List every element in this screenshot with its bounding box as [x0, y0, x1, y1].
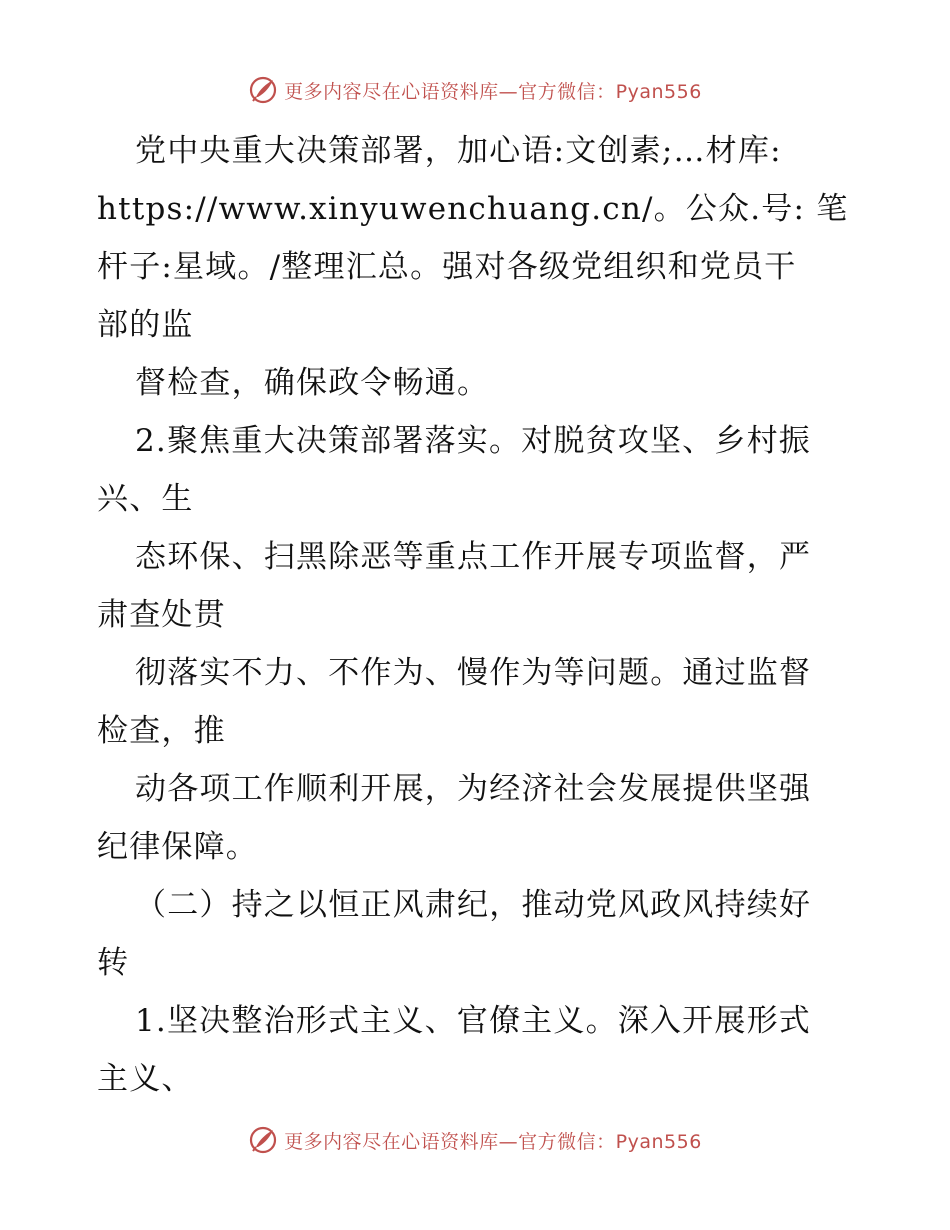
- header-banner-text: 更多内容尽在心语资料库—官方微信：Pyan556: [284, 80, 702, 103]
- body-line-11: 检查，推: [97, 713, 226, 749]
- body-line-17: 主义、: [97, 1061, 194, 1097]
- body-line-15: 转: [97, 945, 130, 981]
- body-line-2: https://www.xinyuwenchuang.cn/。公众.号: 笔: [97, 191, 849, 227]
- footer-banner: [0, 1122, 950, 1158]
- body-line-4: 部的监: [97, 307, 194, 343]
- body-line-9: 肃查处贯: [97, 597, 226, 633]
- body-line-10: 彻落实不力、不作为、慢作为等问题。通过监督: [135, 655, 812, 691]
- body-line-3: 杆子:星域。/整理汇总。强对各级党组织和党员干: [97, 249, 797, 285]
- body-line-16: 1.坚决整治形式主义、官僚主义。深入开展形式: [135, 1003, 811, 1039]
- body-line-12: 动各项工作顺利开展，为经济社会发展提供坚强: [135, 771, 812, 807]
- quill-pen-logo-icon: [248, 75, 278, 105]
- body-line-1: 党中央重大决策部署，加心语:文创素;…材库:: [135, 133, 782, 169]
- document-body: [97, 122, 857, 1108]
- body-line-13: 纪律保障。: [97, 829, 258, 865]
- quill-pen-logo-icon: [248, 1125, 278, 1155]
- footer-banner-inner: [248, 1125, 702, 1155]
- body-line-6: 2.聚焦重大决策部署落实。对脱贫攻坚、乡村振: [135, 423, 811, 459]
- body-line-7: 兴、生: [97, 481, 194, 517]
- body-line-5: 督检查，确保政令畅通。: [135, 365, 490, 401]
- header-banner-inner: [248, 75, 702, 105]
- footer-banner-text: 更多内容尽在心语资料库—官方微信：Pyan556: [284, 1130, 702, 1153]
- body-line-8: 态环保、扫黑除恶等重点工作开展专项监督，严: [135, 539, 812, 575]
- body-line-14: （二）持之以恒正风肃纪，推动党风政风持续好: [135, 887, 812, 923]
- header-banner: [0, 72, 950, 108]
